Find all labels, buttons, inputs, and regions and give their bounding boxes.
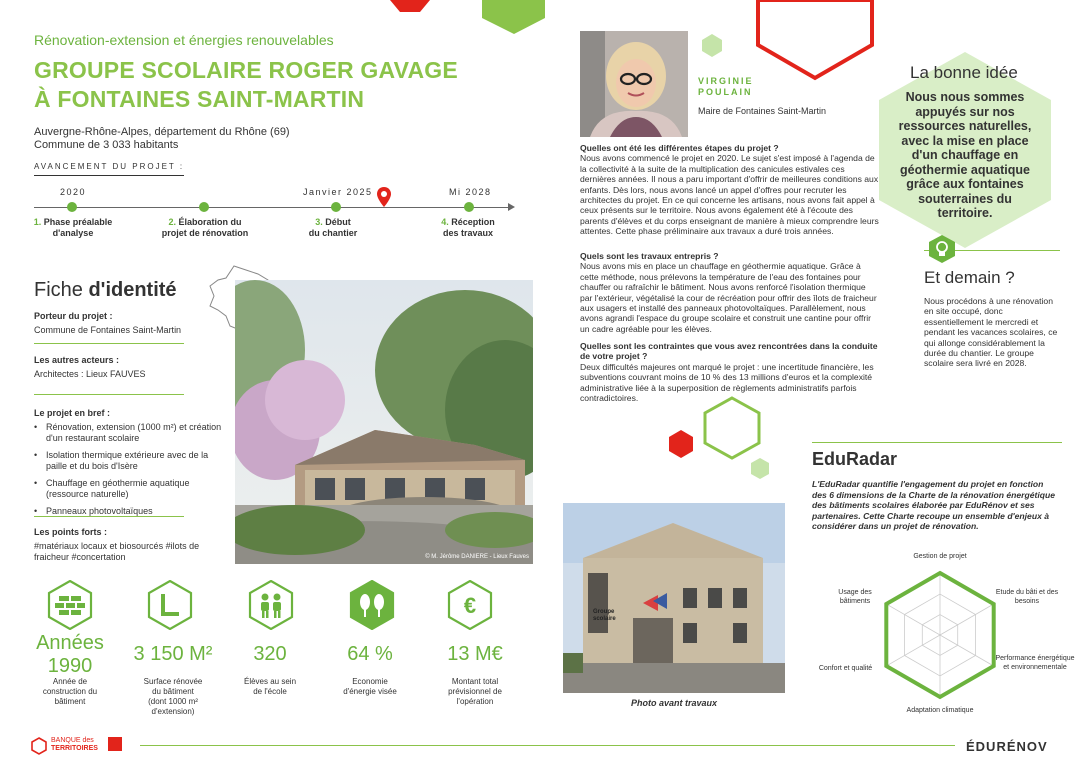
children-icon — [248, 580, 294, 630]
page-title: GROUPE SCOLAIRE ROGER GAVAGE À FONTAINES SAINT-MARTIN — [34, 57, 458, 112]
cdc-logo-icon — [108, 737, 122, 751]
eduradar-title: EduRadar — [812, 449, 898, 469]
stat-value-pupils: 320 — [253, 643, 287, 665]
separator — [812, 442, 1062, 443]
location-pin-icon — [377, 187, 391, 207]
stat-desc-surface: Surface rénovée du bâtiment (dont 1000 m² d'extension) — [143, 677, 203, 716]
banque-territoires-logo-icon — [30, 737, 48, 755]
region-info: Auvergne-Rhône-Alpes, département du Rhône (69) Commune de 3 033 habitants — [34, 126, 290, 151]
page-subtitle: Rénovation-extension et énergies renouvelables — [34, 32, 334, 48]
separator — [34, 343, 184, 344]
stat-desc-budget: Montant total prévisionnel de l'opération — [448, 677, 502, 706]
svg-text:€: € — [463, 593, 477, 618]
stat-value-energy: 64 % — [347, 643, 393, 665]
timeline-step-2: 2. Élaboration du projet de rénovation — [161, 217, 249, 238]
list-item: • Rénovation, extension (1000 m²) et création d'un restaurant scolaire — [34, 422, 224, 444]
demain-text: Nous procédons à une rénovation en site occupé, donc essentiellement le mercredi et pendant les vacances scolaires, ce qui allonge considérablement la durée du chantier. Le groupe scolaire sera livré en 2028. — [924, 296, 1058, 369]
idea-title: La bonne idée — [910, 63, 1018, 82]
separator — [34, 516, 184, 517]
timeline-step-1: 1. Phase préalable d'analyse — [33, 217, 113, 238]
mayor-name: VIRGINIE POULAIN — [698, 76, 754, 97]
bref-heading: Le projet en bref : — [34, 408, 111, 418]
stat-value-years: Années 1990 — [36, 632, 104, 677]
stat-desc-pupils: Élèves au sein de l'école — [243, 677, 297, 696]
bref-list — [34, 422, 224, 523]
acteurs-text: Architectes : Lieux FAUVES — [34, 369, 146, 379]
list-item: • Isolation thermique extérieure avec de la paille et du bois d'Isère — [34, 450, 224, 472]
school-sign: Groupe scolaire — [593, 609, 616, 622]
lightbulb-icon — [928, 234, 956, 264]
timeline-dot-4 — [464, 202, 474, 212]
separator — [34, 394, 184, 395]
banque-territoires-logo-text: BANQUE des TERRITOIRES — [51, 737, 98, 752]
porteur-text: Commune de Fontaines Saint-Martin — [34, 325, 182, 335]
radar-axis-label: Confort et qualité — [818, 665, 873, 672]
fiche-title: Fiche d'identité — [34, 279, 177, 301]
trees-icon — [349, 580, 395, 630]
radar-axis-label: Adaptation climatique — [906, 707, 974, 714]
footer-line — [140, 745, 955, 746]
radar-axis-label: Usage des bâtiments — [838, 589, 872, 605]
list-item: • Chauffage en géothermie aquatique (ressource naturelle) — [34, 478, 224, 500]
timeline-dot-3 — [331, 202, 341, 212]
qa-block-1: Quelles ont été les différentes étapes du projet ? Nous avons commencé le projet en 2020. Le sujet s'est imposé à l'agenda de la collectivité à la suite de la multiplication des canicules estivales ces dernières années. Il nous a paru important d'offrir de meilleures conditions aux enfants. Dès lors, nous avons lancé un appel d'offres pour recruter les architectes du projet. En ce qui concerne les artisans, nous avons fait appel à ceux présents sur le territoire. Nous avons également été à l'écoute des parents d'élèves et du corps enseignant de manière à mieux comprendre leurs attentes. Cette phase préliminaire aux travaux a duré trois années. — [580, 143, 879, 237]
timeline-step-3: 3. Début du chantier — [308, 217, 358, 238]
euro-icon — [447, 580, 493, 630]
edurenov-logo: ÉDURÉNOV — [966, 739, 1048, 754]
timeline-line — [34, 207, 512, 208]
radar-axis-label: Etude du bâti et des besoins — [995, 589, 1059, 605]
qa-block-3: Quelles sont les contraintes que vous avez rencontrées dans la conduite de votre projet ? Deux difficultés majeures ont marqué le projet : une incertitude financière, les subventions couvrant moins de 10 % des 13 millions d'euros et la complexité administrative liée à la superposition de règlements administratifs parfois contradictoires. — [580, 341, 878, 404]
surface-angle-icon — [147, 580, 193, 630]
timeline-arrow-icon — [508, 203, 515, 211]
idea-text: Nous nous sommes appuyés sur nos ressources naturelles, avec la mise en place d'un chauffage en géothermie aquatique grâce aux fontaines souterraines du territoire. — [898, 90, 1032, 220]
demain-title: Et demain ? — [924, 268, 1015, 287]
photo-credit: © M. Jérôme DANIERE - Lieux Fauves — [425, 554, 529, 560]
before-works-photo — [563, 503, 785, 693]
stat-desc-energy: Economie d'énergie visée — [343, 677, 397, 696]
mayor-portrait-image — [580, 31, 688, 137]
brick-wall-icon — [47, 580, 93, 630]
timeline-step-4: 4. Réception des travaux — [441, 217, 495, 238]
list-item: • Panneaux photovoltaïques — [34, 506, 224, 517]
forts-heading: Les points forts : — [34, 527, 108, 537]
eduradar-chart — [860, 560, 1020, 710]
stat-value-budget: 13 M€ — [447, 643, 503, 665]
timeline-title: AVANCEMENT DU PROJET : — [34, 162, 184, 176]
stat-value-surface: 3 150 M² — [133, 643, 213, 665]
photo-caption: Photo avant travaux — [630, 698, 718, 708]
radar-axis-label: Gestion de projet — [913, 553, 967, 560]
timeline-date-1: 2020 — [60, 187, 87, 197]
acteurs-heading: Les autres acteurs : — [34, 355, 120, 365]
timeline-date-4: Mi 2028 — [449, 187, 492, 197]
timeline-dot-1 — [67, 202, 77, 212]
radar-axis-label: Performance énergétique et environnementale — [995, 655, 1075, 671]
mayor-role: Maire de Fontaines Saint-Martin — [698, 106, 827, 116]
timeline-date-3: Janvier 2025 — [303, 187, 373, 197]
eduradar-text: L'EduRadar quantifie l'engagement du projet en fonction des 6 dimensions de la Charte de la rénovation énergétique des bâtiments scolaires élaborée par EduRénov et ses partenaires. Cette Charte recoupe un ensemble d'enjeux à considérer dans un projet de rénovation. — [812, 479, 1056, 532]
stat-desc-years: Année de construction du bâtiment — [42, 677, 98, 706]
forts-text: #matériaux locaux et biosourcés #ilots de fraicheur #concertation — [34, 541, 200, 562]
porteur-heading: Porteur du projet : — [34, 311, 113, 321]
project-rendering-image — [235, 280, 533, 564]
timeline-dot-2 — [199, 202, 209, 212]
qa-block-2: Quels sont les travaux entrepris ? Nous avons mis en place un chauffage en géothermie aquatique. Grâce à cette méthode, nous prélevons la température de l'eau des fontaines pour chauffer ou rafraîchir le bâtiment. Nous avons renforcé l'isolation thermique par l'extérieur, végétalisé la cour de récréation pour offrir des îlots de fraicheur aux usagers et installé des panneaux photovoltaïques. Parallèlement, nous avons agrandi l'espace du groupe scolaire et construit une cantine pour offrir un cadre agréable pour les élèves. — [580, 251, 877, 334]
